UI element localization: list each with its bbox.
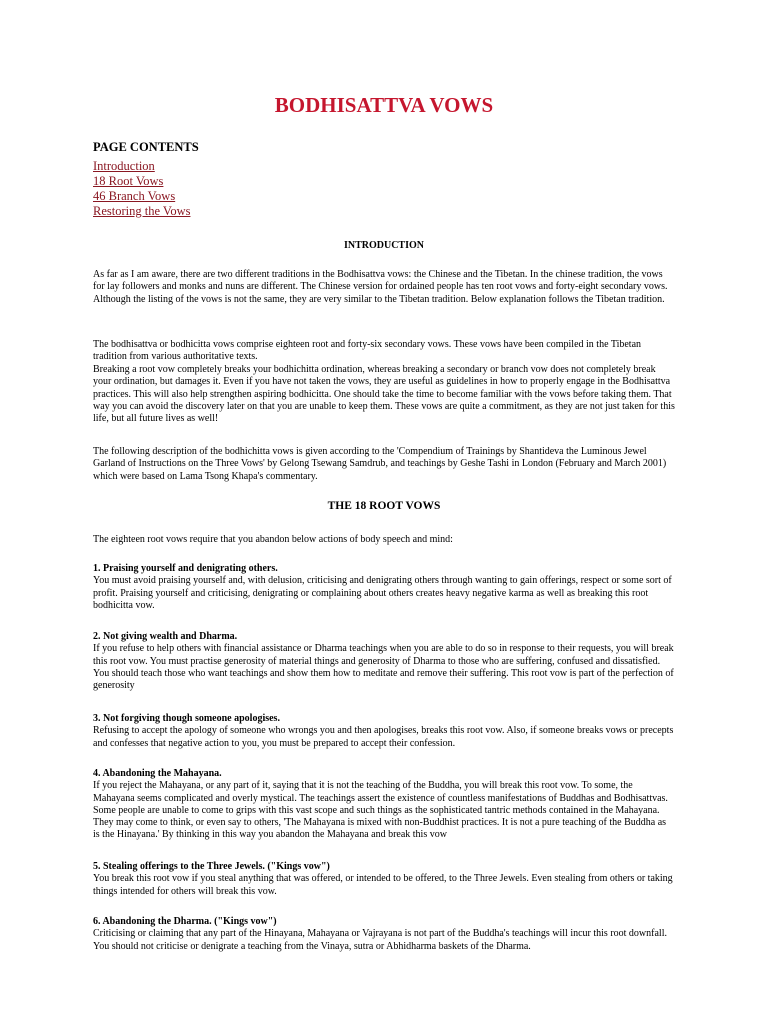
root-vow-6	[93, 916, 675, 953]
root-vow-3	[93, 713, 675, 750]
root-vow-5	[93, 861, 675, 898]
link-46-branch-vows[interactable]: 46 Branch Vows	[93, 189, 176, 203]
root-vow-2	[93, 631, 675, 692]
vow-text: Refusing to accept the apology of someone who wrongs you and then apologises, breaks this root vow. Also, if someone breaks vows or precepts and confesses that negative action to you, you must be prepared to accept their confession.	[93, 725, 674, 749]
intro-paragraph-2: The bodhisattva or bodhicitta vows comprise eighteen root and forty-six secondary vows. These vows have been compiled in the Tibetan tradition from various authoritative texts.	[93, 339, 642, 363]
vow-text: If you refuse to help others with financial assistance or Dharma teachings when you are able to do so in response to their requests, you will break this root vow. You must practise generosity of material things and generosity of Dharma to those who are suffering, confused and dissatisfied. You should teach those who want teachings and show them how to meditate and remove their suffering. This root vow is part of the perfection of generosity	[93, 643, 674, 692]
vow-title: 3. Not forgiving though someone apologises.	[93, 713, 280, 724]
root-vow-1	[93, 563, 675, 612]
vow-title: 4. Abandoning the Mahayana.	[93, 768, 222, 779]
introduction-heading: INTRODUCTION	[343, 240, 424, 251]
root-vow-4	[93, 768, 675, 842]
intro-paragraph-3: Breaking a root vow completely breaks your bodhichitta ordination, whereas breaking a secondary or branch vow does not completely break your ordination, but damages it. Even if you have not taken the vows, they are useful as guidelines in how to properly engage in the Bodhisattva practices. This will also help strengthen aspiring bodhicitta. One should take the time to become familiar with the vows before taking them. That way you can avoid the discovery later on that you are unable to keep them. These vows are quite a commitment, as they are not just taken for this life, but all future lives as well!	[93, 364, 675, 425]
vow-text: You break this root vow if you steal anything that was offered, or intended to be offered, to the Three Jewels. Even stealing from others or taking things intended for others will break this vow.	[93, 873, 673, 897]
link-introduction[interactable]: Introduction	[93, 159, 155, 173]
intro-paragraph-1: As far as I am aware, there are two different traditions in the Bodhisattva vows: the Chinese and the Tibetan. In the chinese tradition, the vows for lay followers and monks and nuns are different. The Chinese version for ordained people has ten root vows and forty-eight secondary vows. Although the listing of the vows is not the same, they are very similar to the Tibetan tradition. Below explanation follows the Tibetan tradition.	[93, 269, 668, 305]
contents-list	[93, 159, 190, 219]
link-18-root-vows[interactable]: 18 Root Vows	[93, 174, 164, 188]
vow-text: You must avoid praising yourself and, with delusion, criticising and denigrating others through wanting to gain offerings, respect or some sort of profit. Praising yourself and criticising, denigrating or complaining about others creates heavy negative karma as well as breaking this root bodhicitta vow.	[93, 575, 672, 611]
vow-title: 1. Praising yourself and denigrating others.	[93, 563, 278, 574]
root-vows-intro: The eighteen root vows require that you abandon below actions of body speech and mind:	[93, 534, 453, 545]
contents-heading: PAGE CONTENTS	[93, 140, 199, 154]
contents-item	[93, 189, 190, 204]
contents-item	[93, 174, 190, 189]
page-title: BODHISATTVA VOWS	[274, 93, 494, 117]
intro-paragraph-4: The following description of the bodhichitta vows is given according to the 'Compendium of Trainings by Shantideva the Luminous Jewel Garland of Instructions on the Three Vows' by Gelong Tsewang Samdrub, and teachings by Geshe Tashi in London (February and March 2001) which were based on Lama Tsong Khapa's commentary.	[93, 446, 667, 482]
contents-item	[93, 204, 190, 219]
contents-item	[93, 159, 190, 174]
root-vows-heading: THE 18 ROOT VOWS	[327, 500, 441, 512]
vow-title: 2. Not giving wealth and Dharma.	[93, 631, 238, 642]
vow-title: 6. Abandoning the Dharma. ("Kings vow")	[93, 916, 277, 927]
link-restoring-the-vows[interactable]: Restoring the Vows	[93, 204, 191, 218]
vow-text: Criticising or claiming that any part of the Hinayana, Mahayana or Vajrayana is not part of the Buddha's teachings will incur this root downfall. You should not criticise or denigrate a teaching from the Vinaya, sutra or Abhidharma baskets of the Dharma.	[93, 928, 667, 952]
vow-title: 5. Stealing offerings to the Three Jewels. ("Kings vow")	[93, 861, 330, 872]
vow-text: If you reject the Mahayana, or any part of it, saying that it is not the teaching of the Buddha, you will break this root vow. To some, the Mahayana seems complicated and overly mystical. The teachings assert the existence of countless manifestations of Buddhas and Bodhisattvas. Some people are unable to come to grips with this vast scope and such things as the sophisticated tantric methods contained in the Mahayana. They may come to think, or even say to others, 'The Mahayana is mixed with non-Buddhist practices. It is not a pure teaching of the Buddha as is the Hinayana.' By thinking in this way you abandon the Mahayana and break this vow	[93, 780, 668, 841]
